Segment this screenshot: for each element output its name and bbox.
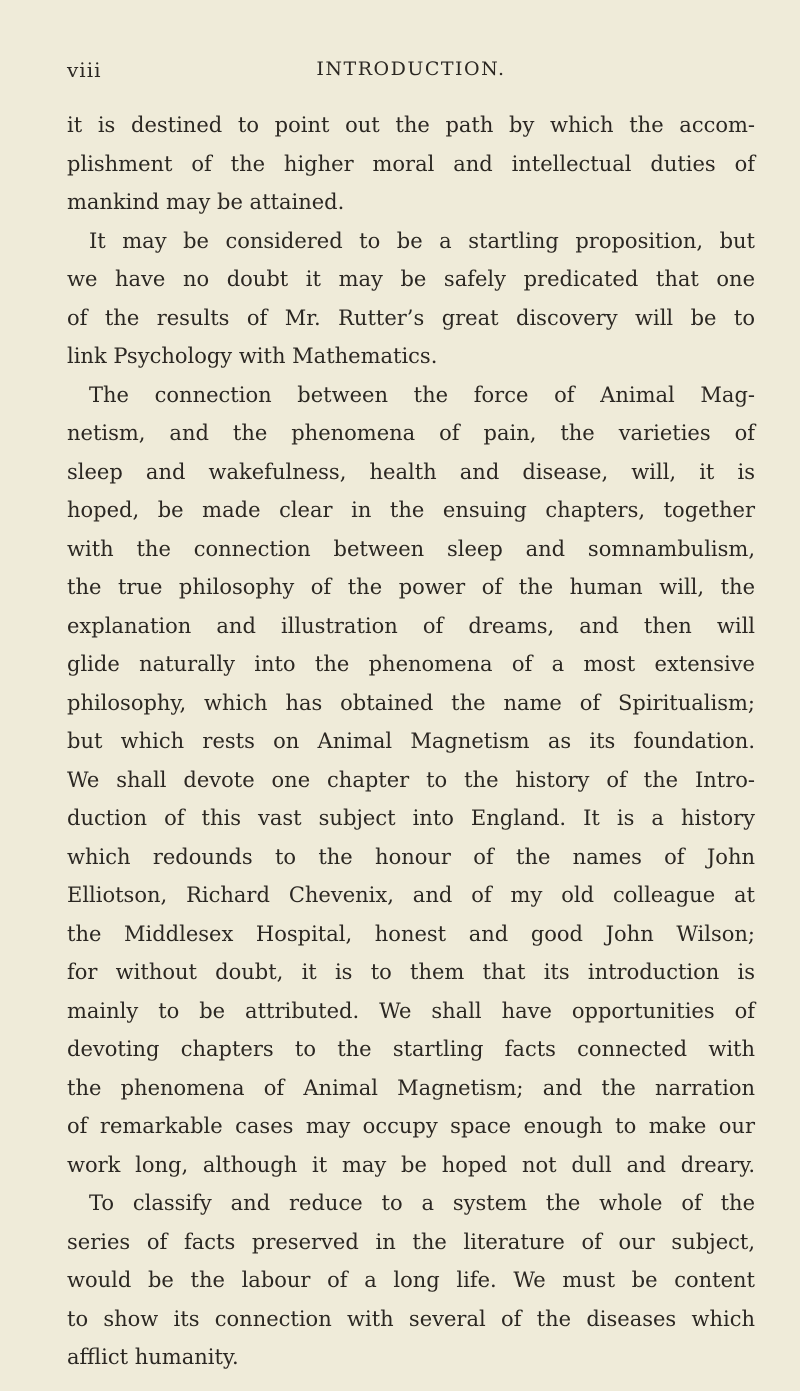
text-line: It may be considered to be a startling proposition, but (89, 228, 755, 253)
text-line: explanation and illustration of dreams, and then will (67, 613, 755, 638)
running-title: INTRODUCTION. (316, 58, 506, 80)
text-line: of the results of Mr. Rutter’s great discovery will be to (67, 305, 755, 330)
text-line: mainly to be attributed. We shall have opportunities of (67, 998, 755, 1023)
text-line: of remarkable cases may occupy space enough to make our (67, 1114, 755, 1138)
text-line: hoped, be made clear in the ensuing chapters, together (67, 498, 755, 522)
text-line: with the connection between sleep and somnambulism, (67, 536, 755, 561)
text-line: the phenomena of Animal Magnetism; and the narration (67, 1075, 755, 1100)
text-line: the true philosophy of the power of the human will, the (67, 575, 755, 599)
page-number: viii (67, 58, 102, 82)
text-line: but which rests on Animal Magnetism as its foundation. (67, 729, 755, 753)
text-line: netism, and the phenomena of pain, the varieties of (67, 421, 755, 445)
text-line: glide naturally into the phenomena of a most extensive (67, 652, 755, 676)
running-head (67, 58, 755, 86)
text-line: The connection between the force of Animal Mag- (89, 382, 755, 407)
text-line: we have no doubt it may be safely predicated that one (67, 267, 755, 291)
text-line: link Psychology with Mathematics. (67, 344, 438, 368)
text-line: which redounds to the honour of the names of John (67, 844, 755, 869)
text-line: work long, although it may be hoped not dull and dreary. (67, 1152, 755, 1177)
body-text (67, 106, 755, 1377)
text-line: it is destined to point out the path by which the accom- (67, 113, 755, 137)
text-line: the Middlesex Hospital, honest and good John Wilson; (67, 921, 755, 946)
text-line: would be the labour of a long life. We must be content (67, 1268, 755, 1292)
text-line: to show its connection with several of the diseases which (67, 1306, 755, 1331)
text-line: philosophy, which has obtained the name of Spiritualism; (67, 690, 755, 715)
text-line: afflict humanity. (67, 1345, 239, 1369)
text-line: mankind may be attained. (67, 190, 345, 214)
text-line: for without doubt, it is to them that its introduction is (67, 960, 755, 984)
text-line: series of facts preserved in the literature of our subject, (67, 1229, 755, 1254)
text-line: devoting chapters to the startling facts connected with (67, 1037, 755, 1061)
text-line: To classify and reduce to a system the whole of the (89, 1191, 755, 1215)
text-line: We shall devote one chapter to the history of the Intro- (67, 767, 755, 792)
text-line: duction of this vast subject into England. It is a history (67, 806, 755, 830)
text-line: plishment of the higher moral and intellectual duties of (67, 151, 755, 176)
text-line: sleep and wakefulness, health and disease, will, it is (67, 459, 755, 484)
text-line: Elliotson, Richard Chevenix, and of my old colleague at (67, 883, 755, 907)
